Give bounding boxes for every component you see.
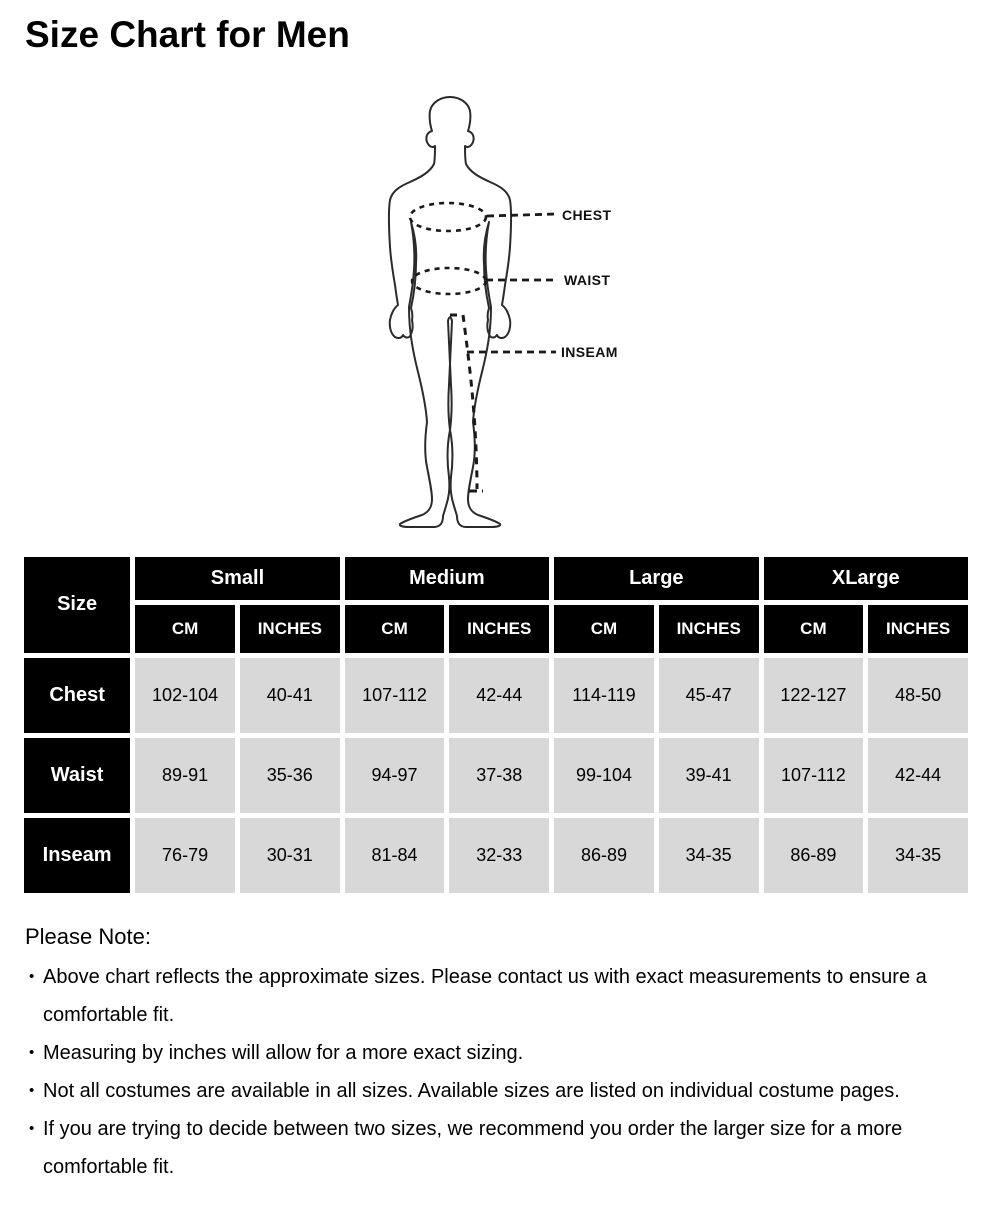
page-title: Size Chart for Men	[25, 14, 350, 55]
chest-large-cm: 114-119	[554, 658, 654, 733]
row-label-chest: Chest	[24, 658, 130, 733]
inseam-label: INSEAM	[561, 343, 618, 360]
unit-header-inches: INCHES	[449, 605, 549, 653]
waist-xlarge-inches: 42-44	[868, 738, 968, 813]
note-item-approximate-sizes: • Above chart reflects the approximate sizes. Please contact us with exact measurements to ensure a comfortable fit.	[25, 958, 948, 1034]
notes-section	[25, 924, 1000, 1186]
inseam-large-cm: 86-89	[554, 818, 654, 893]
waist-large-cm: 99-104	[554, 738, 654, 813]
size-group-header-row	[24, 557, 968, 600]
chest-label: CHEST	[562, 206, 612, 223]
table-row-chest	[24, 658, 968, 733]
chest-medium-cm: 107-112	[345, 658, 445, 733]
waist-xlarge-cm: 107-112	[764, 738, 864, 813]
waist-small-cm: 89-91	[135, 738, 235, 813]
unit-header-cm: CM	[135, 605, 235, 653]
chest-xlarge-cm: 122-127	[764, 658, 864, 733]
size-chart-page	[0, 14, 1000, 1186]
size-corner-cell: Size	[24, 557, 130, 653]
unit-header-inches: INCHES	[868, 605, 968, 653]
inseam-medium-cm: 81-84	[345, 818, 445, 893]
waist-small-inches: 35-36	[240, 738, 340, 813]
table-row-inseam	[24, 818, 968, 893]
inseam-small-inches: 30-31	[240, 818, 340, 893]
male-body-outline	[389, 97, 511, 527]
table-row-waist	[24, 738, 968, 813]
note-item-availability: • Not all costumes are available in all sizes. Available sizes are listed on individual costume pages.	[25, 1072, 1000, 1110]
inseam-large-inches: 34-35	[659, 818, 759, 893]
note-item-larger-size: • If you are trying to decide between two sizes, we recommend you order the larger size for a more comfortable fit.	[25, 1110, 1000, 1186]
waist-label: WAIST	[564, 271, 611, 288]
unit-header-cm: CM	[764, 605, 864, 653]
body-measurement-diagram	[0, 85, 1000, 545]
waist-medium-cm: 94-97	[345, 738, 445, 813]
unit-header-row	[24, 605, 968, 653]
inseam-small-cm: 76-79	[135, 818, 235, 893]
unit-header-cm: CM	[345, 605, 445, 653]
unit-header-inches: INCHES	[240, 605, 340, 653]
waist-medium-inches: 37-38	[449, 738, 549, 813]
notes-heading: Please Note:	[25, 923, 151, 949]
chest-large-inches: 45-47	[659, 658, 759, 733]
size-chart-table	[19, 552, 973, 898]
size-group-medium: Medium	[345, 557, 549, 600]
chest-small-inches: 40-41	[240, 658, 340, 733]
inseam-xlarge-inches: 34-35	[868, 818, 968, 893]
size-group-small: Small	[135, 557, 339, 600]
row-label-inseam: Inseam	[24, 818, 130, 893]
chest-medium-inches: 42-44	[449, 658, 549, 733]
row-label-waist: Waist	[24, 738, 130, 813]
inseam-medium-inches: 32-33	[449, 818, 549, 893]
notes-list	[25, 958, 1000, 1186]
size-group-large: Large	[554, 557, 758, 600]
size-group-xlarge: XLarge	[764, 557, 968, 600]
body-outline-svg	[0, 85, 640, 545]
waist-large-inches: 39-41	[659, 738, 759, 813]
chest-xlarge-inches: 48-50	[868, 658, 968, 733]
unit-header-inches: INCHES	[659, 605, 759, 653]
inseam-xlarge-cm: 86-89	[764, 818, 864, 893]
chest-small-cm: 102-104	[135, 658, 235, 733]
note-item-measuring-inches: • Measuring by inches will allow for a more exact sizing.	[25, 1034, 1000, 1072]
unit-header-cm: CM	[554, 605, 654, 653]
